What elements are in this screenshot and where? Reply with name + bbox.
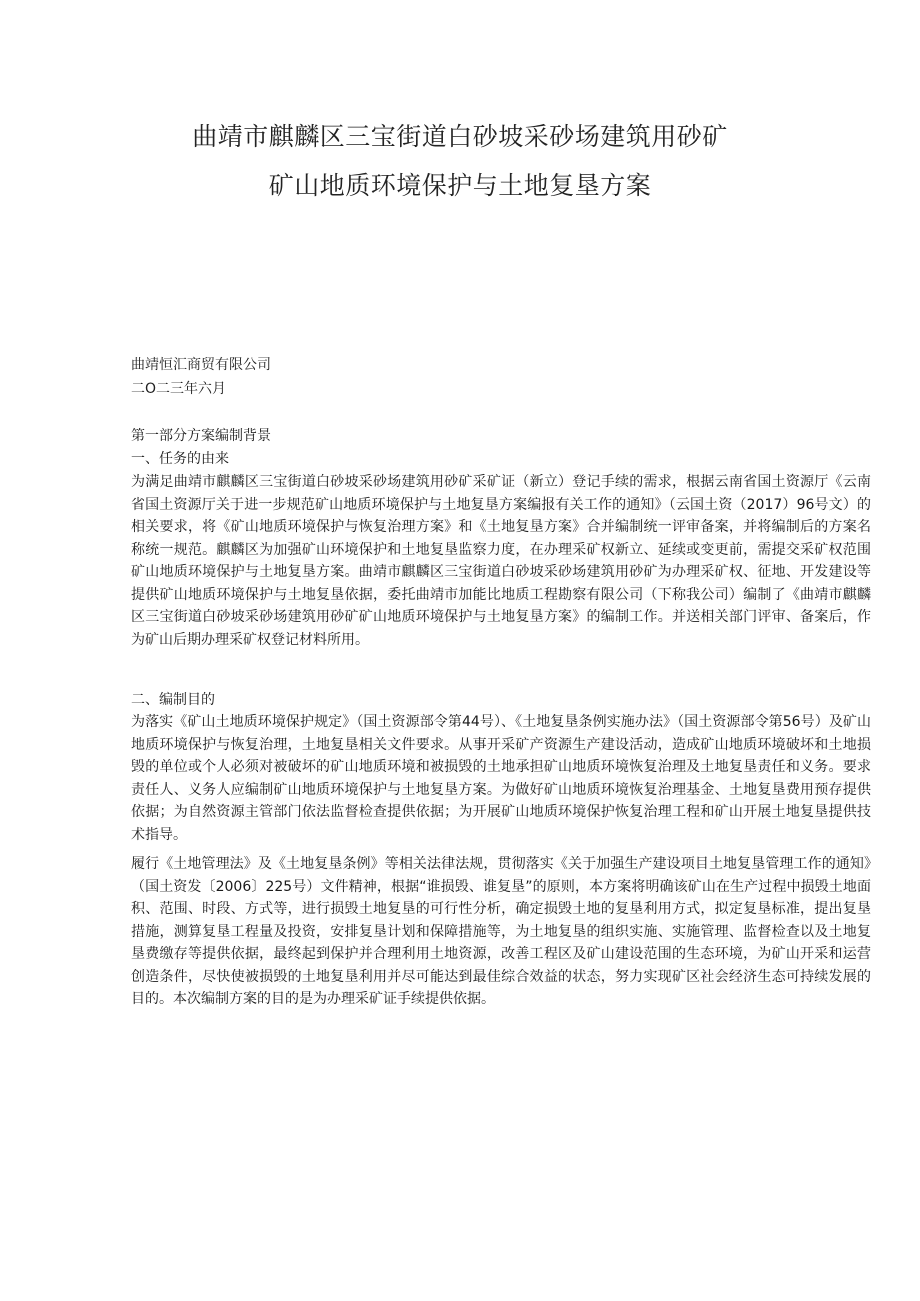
section-heading-task-origin: 一、任务的由来 — [131, 451, 229, 467]
part-heading: 第一部分方案编制背景 — [131, 428, 271, 444]
paragraph-task-origin: 为满足曲靖市麒麟区三宝街道白砂坡采砂场建筑用砂矿采矿证（新立）登记手续的需求，根据云南省国土资源厅《云南省国土资源厅关于进一步规范矿山地质环境保护与土地复垦方案编报有关工作的通知》（云国土资（2017）96号文）的相关要求，将《矿山地质环境保护与恢复治理方案》和《土地复垦方案》合并编制统一评审备案，并将编制后的方案名称统一规范。麒麟区为加强矿山环境保护和土地复垦监察力度，在办理采矿权新立、延续或变更前，需提交采矿权范围矿山地质环境保护与土地复垦方案。曲靖市麒麟区三宝街道白砂坡采砂场建筑用砂矿为办理采矿权、征地、开发建设等提供矿山地质环境保护与土地复垦依据，委托曲靖市加能比地质工程勘察有限公司（下称我公司）编制了《曲靖市麒麟区三宝街道白砂坡采砂场建筑用砂矿矿山地质环境保护与土地复垦方案》的编制工作。并送相关部门评审、备案后，作为矿山后期办理采矿权登记材料所用。 — [131, 474, 871, 648]
company-name: 曲靖恒汇商贸有限公司 — [131, 357, 271, 373]
paragraph-purpose-1: 为落实《矿山土地质环境保护规定》（国土资源部令第44号）、《土地复垦条例实施办法》（国土资源部令第56号）及矿山地质环境保护与恢复治理，土地复垦相关文件要求。从事开采矿产资源生产建设活动，造成矿山地质环境破坏和土地损毁的单位或个人必须对被破坏的矿山地质环境和被损毁的土地承担矿山地质环境恢复治理及土地复垦责任和义务。要求责任人、义务人应编制矿山地质环境保护与土地复垦方案。为做好矿山地质环境恢复治理基金、土地复垦费用预存提供依据；为自然资源主管部门依法监督检查提供依据；为开展矿山地质环境保护恢复治理工程和矿山开展土地复垦提供技术指导。 — [131, 714, 871, 843]
document-title-line-1: 曲靖市麒麟区三宝街道白砂坡采砂场建筑用砂矿 — [192, 122, 728, 151]
section-heading-purpose: 二、编制目的 — [131, 692, 215, 708]
document-date: 二O二三年六月 — [131, 381, 227, 397]
paragraph-purpose-2: 履行《土地管理法》及《土地复垦条例》等相关法律法规，贯彻落实《关于加强生产建设项目土地复垦管理工作的通知》（国土资发〔2006〕225号）文件精神，根据“谁损毁、谁复垦”的原则，本方案将明确该矿山在生产过程中损毁土地面积、范围、时段、方式等，进行损毁土地复垦的可行性分析，确定损毁土地的复垦利用方式，拟定复垦标准，提出复垦措施，测算复垦工程量及投资，安排复垦计划和保障措施等，为土地复垦的组织实施、实施管理、监督检查以及土地复垦费缴存等提供依据，最终起到保护并合理利用土地资源，改善工程区及矿山建设范围的生态环境，为矿山开采和运营创造条件，尽快使被损毁的土地复垦利用并尽可能达到最佳综合效益的状态，努力实现矿区社会经济生态可持续发展的目的。本次编制方案的目的是为办理采矿证手续提供依据。 — [131, 856, 871, 1007]
document-title-line-2: 矿山地质环境保护与土地复垦方案 — [268, 171, 652, 200]
